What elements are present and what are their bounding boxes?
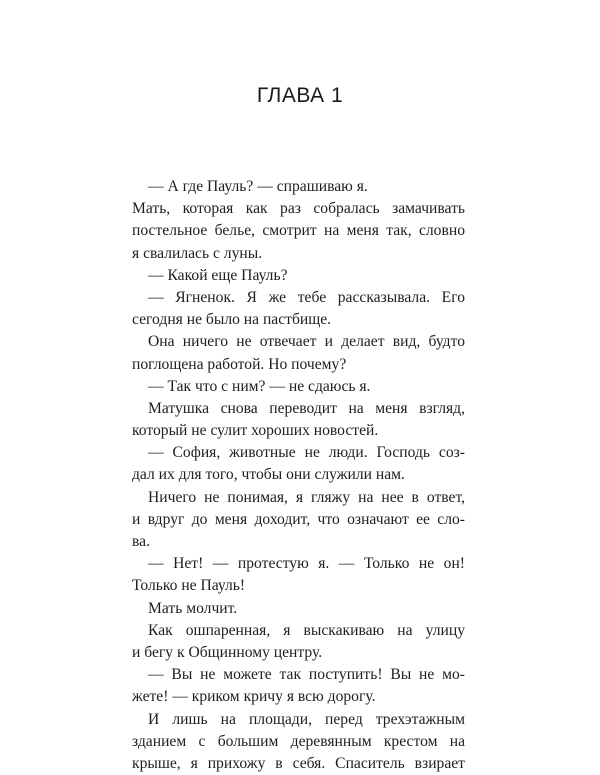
text-line: Матушка снова переводит на меня взгляд, [148, 399, 465, 417]
text-line: Ничего не понимая, я гляжу на нее в ответ, [148, 488, 465, 506]
text-line: я свалилась с луны. [132, 244, 263, 262]
text-line: — Ягненок. Я же тебе рассказывала. Его [148, 288, 465, 306]
text-line: Только не Пауль! [132, 577, 246, 595]
text-line: жете! — криком кричу я всю дорогу. [132, 688, 376, 706]
text-line: — Нет! — протестую я. — Только не он! [148, 555, 465, 573]
text-line: постельное белье, смотрит на меня так, словно [132, 222, 465, 240]
text-line: поглощена работой. Но почему? [132, 355, 347, 373]
chapter-title: ГЛАВА 1 [256, 84, 344, 107]
text-line: сегодня не было на пастбище. [132, 311, 332, 329]
text-line: ва. [132, 533, 150, 550]
text-line: — София, животные не люди. Господь соз- [148, 444, 465, 462]
text-line: крыше, я прихожу в себя. Спаситель взирает [132, 754, 465, 772]
text-line: И лишь на площади, перед трехэтажным [148, 710, 465, 728]
text-line: и бегу к Общинному центру. [132, 643, 323, 661]
text-line: Мать, которая как раз собралась замачивать [132, 200, 465, 218]
text-line: Мать молчит. [148, 599, 238, 617]
text-line: Как ошпаренная, я выскакиваю на улицу [148, 621, 465, 639]
text-line: который не сулит хороших новостей. [132, 422, 379, 440]
text-line: Она ничего не отвечает и делает вид, будто [148, 333, 465, 351]
text-line: — Так что с ним? — не сдаюсь я. [148, 377, 371, 395]
text-line: — Какой еще Пауль? [148, 266, 288, 284]
text-line: — Вы не можете так поступить! Вы не мо- [148, 666, 465, 684]
body-text [132, 176, 465, 775]
text-line: — А где Пауль? — спрашиваю я. [148, 178, 368, 195]
text-line: и вдруг до меня доходит, что означают ее сло- [132, 510, 465, 528]
text-line: дал их для того, чтобы они служили нам. [132, 466, 405, 484]
text-line: зданием с большим деревянным крестом на [132, 732, 465, 750]
